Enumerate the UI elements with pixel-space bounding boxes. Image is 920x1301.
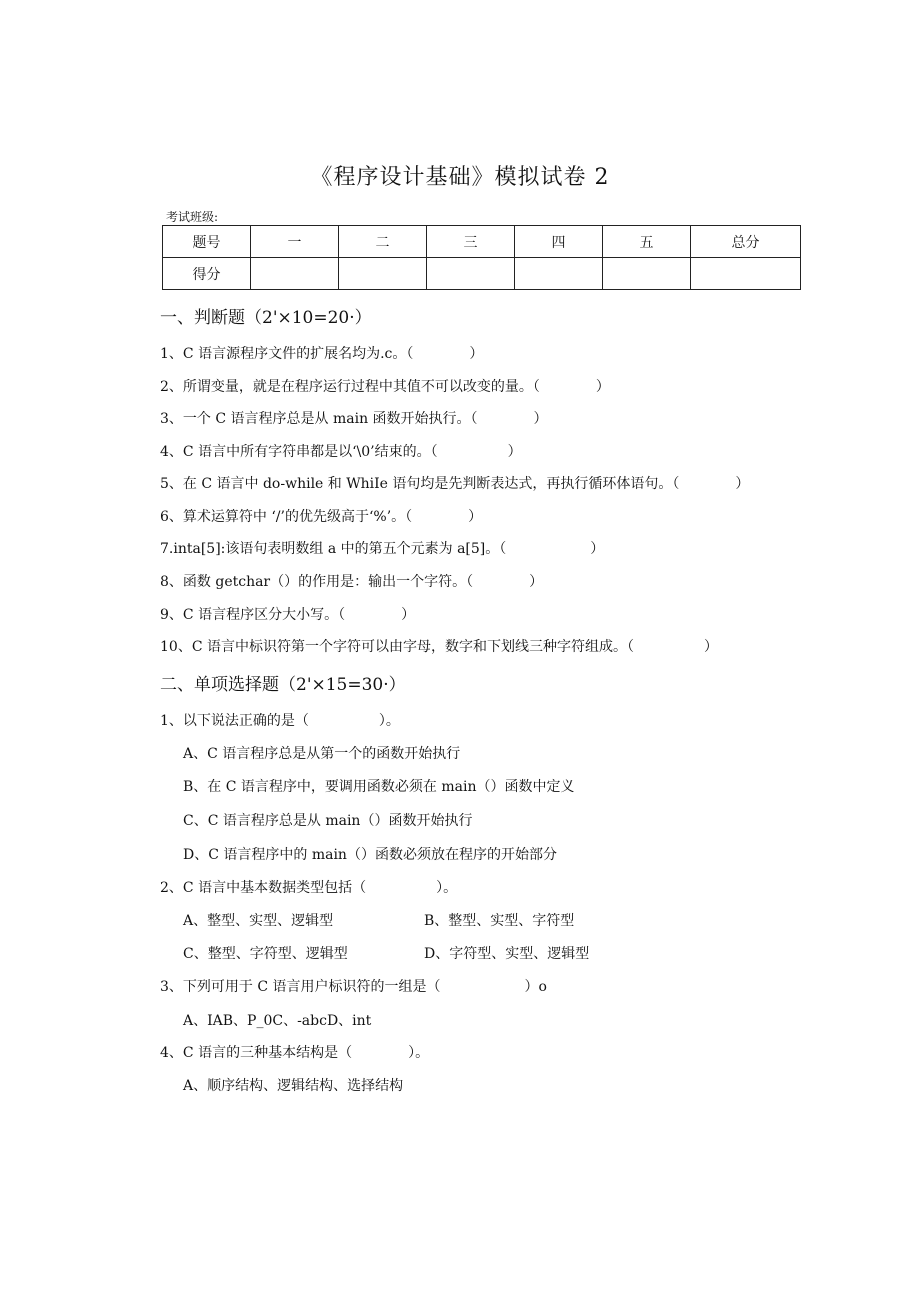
mc-question-2-stem: 2、C 语言中基本数据类型包括（ ）。 xyxy=(160,880,458,896)
tf-question-2: 2、所谓变量，就是在程序运行过程中其值不可以改变的量。（ ） xyxy=(160,379,610,395)
mc-question-1-option-c: C、C 语言程序总是从 main（）函数开始执行 xyxy=(183,813,473,829)
tf-question-10: 10、C 语言中标识符第一个字符可以由字母，数字和下划线三种字符组成。（ ） xyxy=(160,639,718,655)
row-label-score: 得分 xyxy=(163,258,251,290)
score-table xyxy=(162,225,801,290)
tf-question-7: 7.inta[5]:该语句表明数组 a 中的第五个元素为 a[5]。（ ） xyxy=(160,541,605,557)
header-cell-3: 三 xyxy=(427,226,515,258)
mc-question-1-option-d: D、C 语言程序中的 main（）函数必须放在程序的开始部分 xyxy=(183,847,557,863)
mc-question-1-stem: 1、以下说法正确的是（ ）。 xyxy=(160,713,400,729)
section1-heading: 一、判断题（2'×10=20·） xyxy=(160,308,372,328)
mc-question-2-option-d: D、字符型、实型、逻辑型 xyxy=(424,946,590,962)
mc-question-3-stem: 3、下列可用于 C 语言用户标识符的一组是（ ）o xyxy=(160,979,547,995)
header-cell-4: 四 xyxy=(515,226,603,258)
header-cell-total: 总分 xyxy=(691,226,801,258)
score-cell-3[interactable] xyxy=(427,258,515,290)
header-cell-2: 二 xyxy=(339,226,427,258)
score-cell-1[interactable] xyxy=(251,258,339,290)
mc-question-4-stem: 4、C 语言的三种基本结构是（ ）。 xyxy=(160,1045,430,1061)
header-cell-question-no: 题号 xyxy=(163,226,251,258)
mc-question-3-option-a: A、IAB、P_0C、-abcD、int xyxy=(183,1013,372,1029)
tf-question-6: 6、算术运算符中 ‘/’的优先级高于‘%’。（ ） xyxy=(160,509,483,525)
mc-question-1-option-a: A、C 语言程序总是从第一个的函数开始执行 xyxy=(183,746,461,762)
score-cell-2[interactable] xyxy=(339,258,427,290)
exam-title: 《程序设计基础》模拟试卷 2 xyxy=(310,165,610,190)
tf-question-8: 8、函数 getchar（）的作用是：输出一个字符。（ ） xyxy=(160,574,544,590)
header-cell-1: 一 xyxy=(251,226,339,258)
section2-heading: 二、单项选择题（2'×15=30·） xyxy=(160,675,406,695)
mc-question-2-option-b: B、整型、实型、字符型 xyxy=(424,913,575,929)
tf-question-3: 3、一个 C 语言程序总是从 main 函数开始执行。（ ） xyxy=(160,411,548,427)
mc-question-2-option-a: A、整型、实型、逻辑型 xyxy=(183,913,334,929)
tf-question-5: 5、在 C 语言中 do-while 和 WhiIe 语句均是先判断表达式，再执行循环体语句。（ ） xyxy=(160,476,750,492)
header-cell-5: 五 xyxy=(603,226,691,258)
tf-question-9: 9、C 语言程序区分大小写。（ ） xyxy=(160,607,416,623)
score-cell-total[interactable] xyxy=(691,258,801,290)
mc-question-2-option-c: C、整型、字符型、逻辑型 xyxy=(183,946,348,962)
tf-question-1: 1、C 语言源程序文件的扩展名均为.c。（ ） xyxy=(160,346,484,362)
score-cell-4[interactable] xyxy=(515,258,603,290)
tf-question-4: 4、C 语言中所有字符串都是以‘\0’结束的。（ ） xyxy=(160,444,522,460)
mc-question-4-option-a: A、顺序结构、逻辑结构、选择结构 xyxy=(183,1078,404,1094)
score-cell-5[interactable] xyxy=(603,258,691,290)
score-table-header-row xyxy=(163,226,801,258)
class-label: 考试班级: xyxy=(166,210,219,224)
score-table-score-row xyxy=(163,258,801,290)
mc-question-1-option-b: B、在 C 语言程序中，要调用函数必须在 main（）函数中定义 xyxy=(183,779,575,795)
